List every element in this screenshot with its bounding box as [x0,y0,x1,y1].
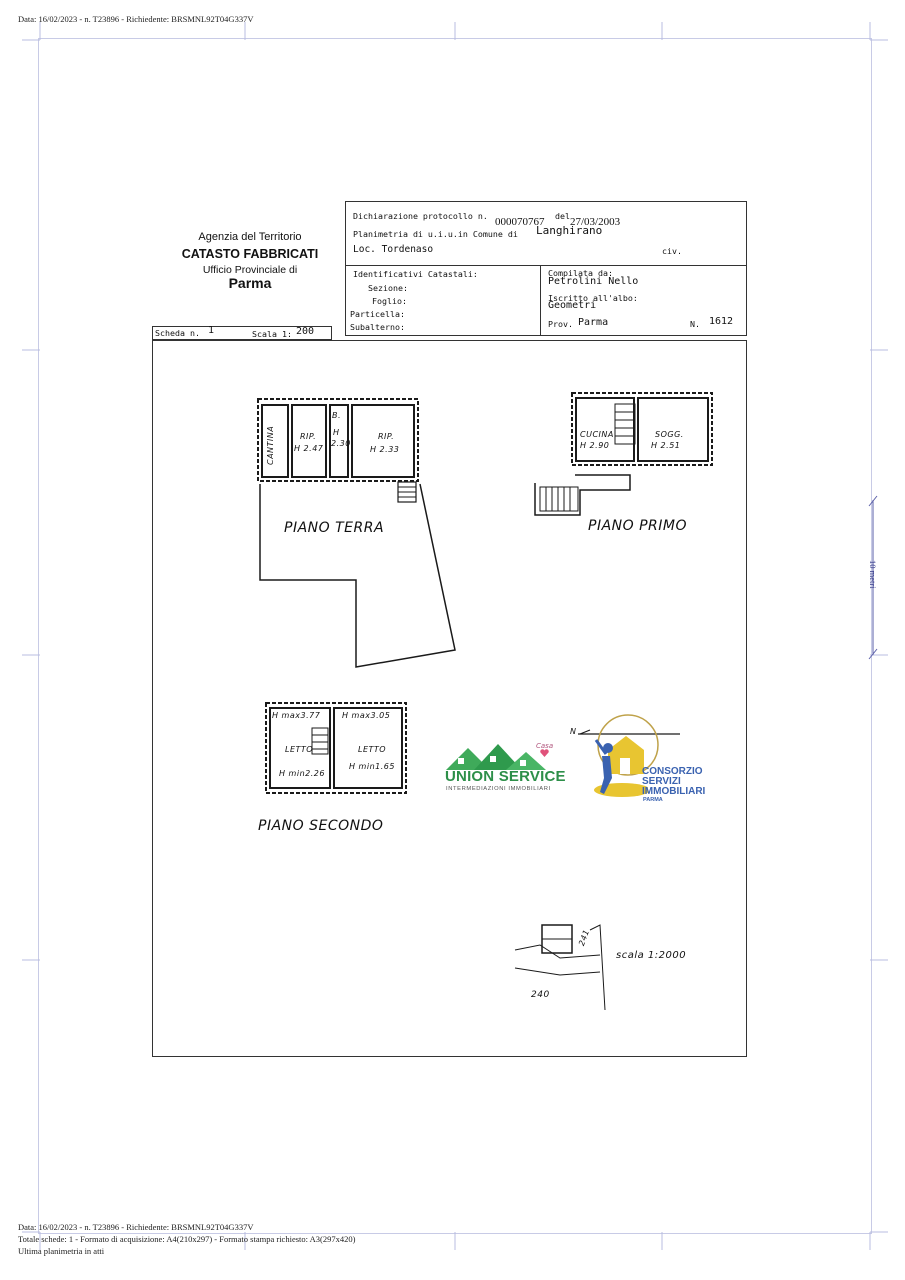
footer-line2: Totale schede: 1 - Formato di acquisizione: A4(210x297) - Formato stampa richiesto: A3(297x420) [18,1234,356,1244]
prov-label: Prov. [548,319,573,329]
label-piano-secondo: PIANO SECONDO [258,818,384,834]
union-tag: Casa [536,742,554,750]
room-hmax-1: H max3.77 [272,711,321,720]
room-b-h: H [333,428,340,437]
albo-label: Iscritto all'albo: [548,293,638,303]
room-rip-1-height: H 2.47 [294,444,324,453]
agency-city: Parma [228,275,272,291]
registration-number: 1612 [709,316,734,327]
header-meta: Data: 16/02/2023 - n. T23896 - Richiedente: BRSMNL92T04G337V [18,14,254,24]
heart-icon [540,742,548,750]
consorzio-logo-icon [588,720,648,800]
consorzio-line3: IMMOBILIARI [642,786,706,797]
compiler-name: Petrolini Nello [548,276,639,287]
subalterno-label: Subalterno: [350,322,405,332]
north-label: N [570,727,577,736]
civ-label: civ. [662,246,682,256]
label-piano-terra: PIANO TERRA [284,520,385,536]
room-hmin-1: H min2.26 [279,769,325,778]
room-rip-2: RIP. [378,432,395,441]
side-scale-label: 10 metri [868,560,878,589]
room-soggiorno-height: H 2.51 [651,441,681,450]
room-rip-2-height: H 2.33 [370,445,400,454]
room-hmax-2: H max3.05 [342,711,391,720]
map-parcel-241: 241 [577,928,592,948]
consorzio-line2: SERVIZI [642,776,681,787]
map-scale-label: scala 1:2000 [616,950,687,961]
map-parcel-240: 240 [531,990,550,1000]
agency-name: Agenzia del Territorio [198,231,302,243]
room-cantina: CANTINA [266,425,275,465]
planimetry-label: Planimetria di u.i.u.in Comune di [353,229,518,239]
room-soggiorno: SOGG. [655,430,684,439]
albo-value: Geometri [548,300,597,311]
n-label: N. [690,319,700,329]
agency-office: Ufficio Provinciale di [202,264,298,276]
date-label: del [555,211,570,221]
footer-line1: Data: 16/02/2023 - n. T23896 - Richiedente: BRSMNL92T04G337V [18,1222,254,1232]
room-b-height: 2.30 [331,439,351,448]
room-rip-1: RIP. [300,432,317,441]
scala-label: Scala 1: [252,329,292,339]
locality: Loc. Tordenaso [353,244,434,255]
label-piano-primo: PIANO PRIMO [588,518,687,534]
room-cucina: CUCINA [580,430,614,439]
room-cucina-height: H 2.90 [580,441,610,450]
consorzio-line1: CONSORZIO [642,766,703,777]
union-service-name: UNION SERVICE [445,768,566,785]
scheda-value: 1 [208,325,215,336]
protocol-number: 000070767 [495,216,545,228]
consorzio-line4: PARMA [643,797,663,803]
prov-value: Parma [578,317,609,328]
scheda-label: Scheda n. [155,328,200,338]
foglio-label: Foglio: [372,296,407,306]
comune-value: Langhirano [536,224,603,237]
footer-line3: Ultima planimetria in atti [18,1246,105,1256]
sezione-label: Sezione: [368,283,408,293]
protocol-label: Dichiarazione protocollo n. [353,211,488,221]
particella-label: Particella: [350,309,405,319]
protocol-date: 27/03/2003 [570,216,621,228]
agency-catasto: CATASTO FABBRICATI [181,247,319,261]
room-letto-1: LETTO [285,745,314,754]
compiler-label: Compilata da: [548,268,613,278]
identifiers-title: Identificativi Catastali: [353,269,478,279]
union-service-subtitle: INTERMEDIAZIONI IMMOBILIARI [446,786,551,792]
room-b: B. [332,411,342,420]
scala-value: 200 [296,326,315,337]
room-letto-2: LETTO [358,745,387,754]
room-hmin-2: H min1.65 [349,762,395,771]
